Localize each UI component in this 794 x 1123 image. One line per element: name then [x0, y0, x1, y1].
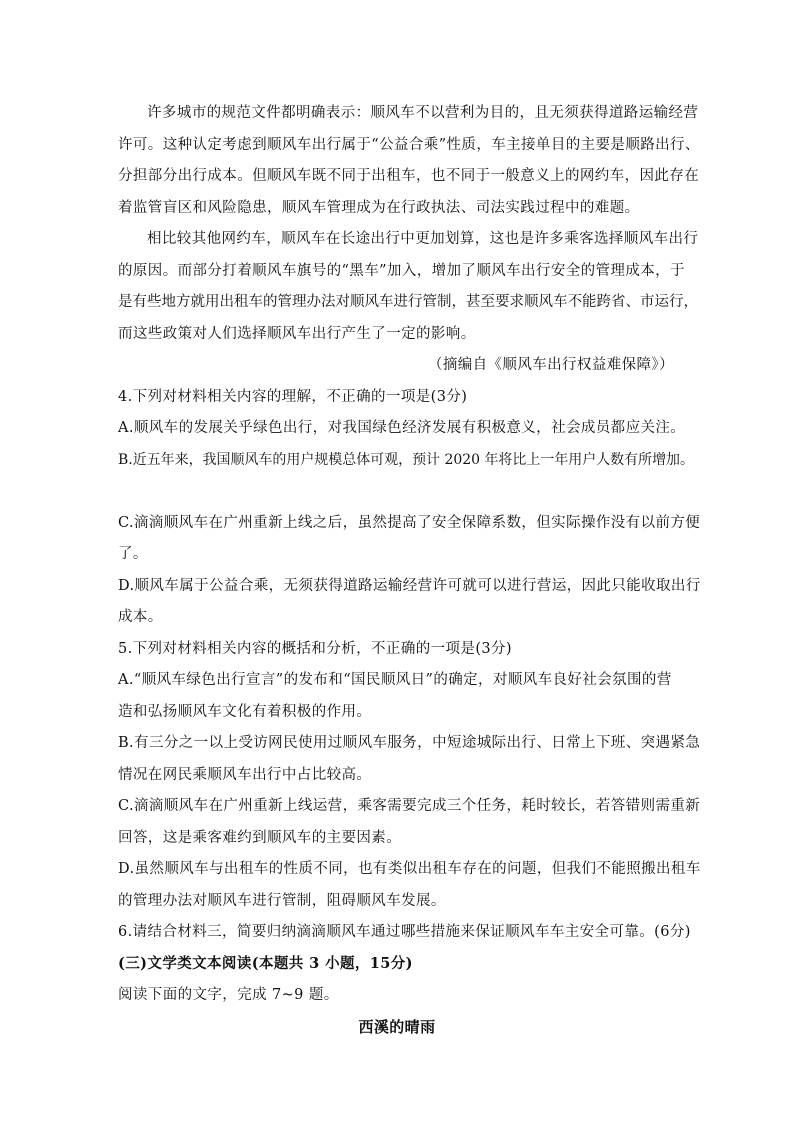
passage-line: 许多城市的规范文件都明确表示：顺风车不以营利为目的，且无须获得道路运输经营 — [147, 105, 699, 121]
source-citation: （摘编自《顺风车出行权益难保障》） — [427, 357, 674, 373]
question-4-option-b: B.近五年来，我国顺风车的用户规模总体可观，预计 2020 年将比上一年用户人数有所增加。 — [118, 452, 694, 468]
question-6-stem: 6.请结合材料三，简要归纳滴滴顺风车通过哪些措施来保证顺风车车主安全可靠。(6分) — [118, 924, 691, 940]
question-5-option-d-cont: 的管理办法对顺风车进行管制，阻碍顺风车发展。 — [118, 893, 446, 909]
question-4-option-d-cont: 成本。 — [118, 609, 163, 625]
section-heading: (三)文学类文本阅读(本题共 3 小题，15分) — [118, 955, 413, 972]
question-4-option-d: D.顺风车属于公益合乘，无须获得道路运输经营许可就可以进行营运，因此只能收取出行 — [118, 578, 701, 594]
question-5-option-b-cont: 情况在网民乘顺风车出行中占比较高。 — [118, 767, 372, 783]
passage-line: 的原因。而部分打着顺风车旗号的“黑车”加入，增加了顺风车出行安全的管理成本，于 — [118, 263, 685, 279]
question-5-option-a: A.“顺风车绿色出行宣言”的发布和“国民顺风日”的确定，对顺风车良好社会氛围的营 — [118, 672, 672, 688]
question-5-stem: 5.下列对材料相关内容的概括和分析，不正确的一项是(3分) — [118, 641, 512, 657]
question-5-option-b: B.有三分之一以上受访网民使用过顺风车服务，中短途城际出行、日常上下班、突遇紧急 — [118, 735, 701, 751]
question-5-option-c: C.滴滴顺风车在广州重新上线运营，乘客需要完成三个任务，耗时较长，若答错则需重新 — [118, 798, 701, 814]
passage-line: 而这些政策对人们选择顺风车出行产生了一定的影响。 — [118, 326, 476, 342]
passage-line: 是有些地方就用出租车的管理办法对顺风车进行管制，甚至要求顺风车不能跨省、市运行， — [118, 294, 698, 310]
article-title: 西溪的晴雨 — [358, 1018, 436, 1036]
question-5-option-d: D.虽然顺风车与出租车的性质不同，也有类似出租车存在的问题，但我们不能照搬出租车 — [118, 861, 701, 877]
question-4-stem: 4.下列对材料相关内容的理解，不正确的一项是(3分) — [118, 389, 468, 405]
passage-line: 许可。这种认定考虑到顺风车出行属于“公益合乘”性质，车主接单目的主要是顺路出行、 — [118, 137, 700, 153]
passage-line: 着监管盲区和风险隐患，顺风车管理成为在行政执法、司法实践过程中的难题。 — [118, 200, 640, 216]
question-5-option-c-cont: 回答，这是乘客难约到顺风车的主要因素。 — [118, 830, 402, 846]
passage-line: 相比较其他网约车，顺风车在长途出行中更加划算，这也是许多乘客选择顺风车出行 — [147, 231, 699, 247]
passage-line: 分担部分出行成本。但顺风车既不同于出租车，也不同于一般意义上的网约车，因此存在 — [118, 168, 700, 184]
question-4-option-a: A.顺风车的发展关乎绿色出行，对我国绿色经济发展有积极意义，社会成员都应关注。 — [118, 420, 686, 436]
question-4-option-c-cont: 了。 — [118, 546, 148, 562]
question-5-option-a-cont: 造和弘扬顺风车文化有着积极的作用。 — [118, 704, 372, 720]
section-instruction: 阅读下面的文字，完成 7~9 题。 — [118, 987, 339, 1003]
question-4-option-c: C.滴滴顺风车在广州重新上线之后，虽然提高了安全保障系数，但实际操作没有以前方便 — [118, 515, 701, 531]
